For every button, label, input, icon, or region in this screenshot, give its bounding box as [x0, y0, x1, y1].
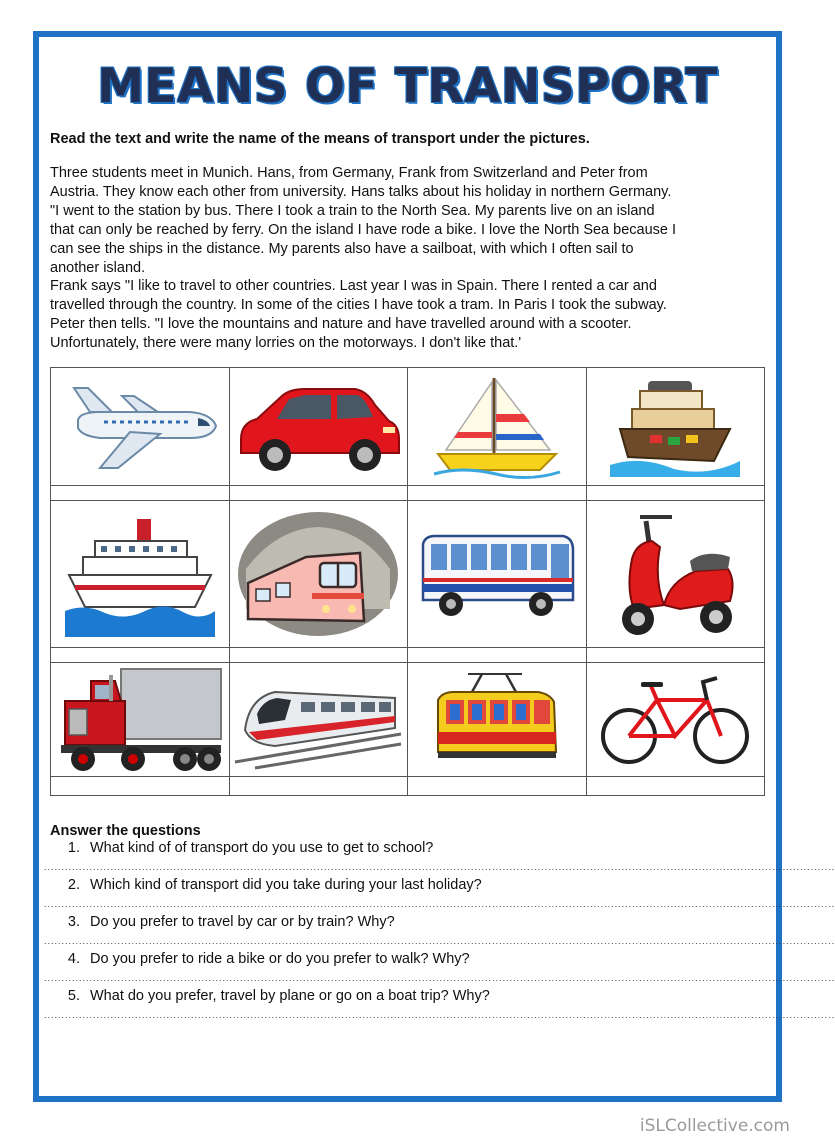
answer-cell[interactable] [229, 648, 408, 663]
car-icon [233, 377, 403, 477]
story-line: Three students meet in Munich. Hans, from Germany, Frank from Switzerland and Peter from [50, 165, 648, 181]
picture-cell [51, 368, 230, 486]
question-item: 4. Do you prefer to ride a bike or do you prefer to walk? Why? [84, 950, 765, 969]
answer-cell[interactable] [408, 777, 587, 796]
questions-heading: Answer the questions [50, 823, 201, 839]
subway-icon [236, 509, 400, 639]
train-icon [235, 670, 401, 770]
answer-cell[interactable] [51, 648, 230, 663]
story-text [50, 164, 765, 353]
question-item: 3. Do you prefer to travel by car or by train? Why? [84, 913, 765, 932]
answer-cell[interactable] [408, 486, 587, 501]
answer-line[interactable]: .................................................................................................................................................................................................................................. [44, 1010, 835, 1020]
story-line: travelled through the country. In some of the cities I have took a tram. In Paris I took the subway. [50, 297, 667, 314]
picture-cell [229, 368, 408, 486]
questions-list [44, 839, 835, 1024]
story-line: another island. [50, 259, 146, 276]
worksheet-frame [33, 31, 835, 1102]
story-line: can see the ships in the distance. My parents also have a sailboat, with which I often sail to [50, 240, 634, 257]
scooter-icon [610, 509, 740, 639]
answer-cell[interactable] [586, 648, 765, 663]
instruction-text: Read the text and write the name of the means of transport under the pictures. [50, 131, 590, 147]
lorry-icon [55, 665, 225, 775]
story-line: Peter then tells. "I love the mountains and nature and have travelled around with a scooter. [50, 316, 632, 333]
sailboat-icon [432, 374, 562, 480]
answer-cell[interactable] [586, 777, 765, 796]
page-title: MEANS OF TRANSPORT [97, 59, 718, 114]
answer-cell[interactable] [51, 486, 230, 501]
picture-cell [586, 663, 765, 777]
answer-line[interactable]: .................................................................................................................................................................................................................................. [44, 899, 835, 909]
questions-section [44, 823, 835, 1024]
watermark: iSLCollective.com [639, 1116, 790, 1136]
bicycle-icon [595, 670, 755, 770]
answer-cell[interactable] [229, 486, 408, 501]
tram-icon [432, 670, 562, 770]
picture-cell [586, 501, 765, 648]
picture-cell [408, 368, 587, 486]
answer-cell[interactable] [586, 486, 765, 501]
answer-cell[interactable] [229, 777, 408, 796]
story-line: Frank says "I like to travel to other countries. Last year I was in Spain. There I rented a car and [50, 278, 657, 295]
question-item: 5. What do you prefer, travel by plane or go on a boat trip? Why? [84, 987, 765, 1006]
picture-cell [51, 501, 230, 648]
story-line: that can only be reached by ferry. On the island I have rode a bike. I love the North Sea because I [50, 221, 677, 238]
answer-cell[interactable] [408, 648, 587, 663]
story-line: Austria. They know each other from university. Hans talks about his holiday in northern Germany. [50, 183, 672, 200]
picture-cell [229, 501, 408, 648]
ferry-icon [610, 377, 740, 477]
answer-cell[interactable] [51, 777, 230, 796]
bus-icon [417, 524, 577, 624]
picture-cell [51, 663, 230, 777]
picture-cell [586, 368, 765, 486]
picture-cell [229, 663, 408, 777]
answer-line[interactable]: .................................................................................................................................................................................................................................. [44, 862, 835, 872]
picture-cell [408, 663, 587, 777]
question-item: 1. What kind of of transport do you use to get to school? [84, 839, 765, 858]
story-line: Unfortunately, there were many lorries on the motorways. I don't like that.' [50, 335, 522, 352]
airplane-icon [60, 382, 220, 472]
answer-line[interactable]: .................................................................................................................................................................................................................................. [44, 973, 835, 983]
ship-icon [65, 511, 215, 637]
picture-grid [50, 367, 765, 796]
question-item: 2. Which kind of transport did you take during your last holiday? [84, 876, 765, 895]
answer-line[interactable]: .................................................................................................................................................................................................................................. [44, 936, 835, 946]
picture-cell [408, 501, 587, 648]
story-line: "I went to the station by bus. There I took a train to the North Sea. My parents live on an island [50, 202, 655, 219]
